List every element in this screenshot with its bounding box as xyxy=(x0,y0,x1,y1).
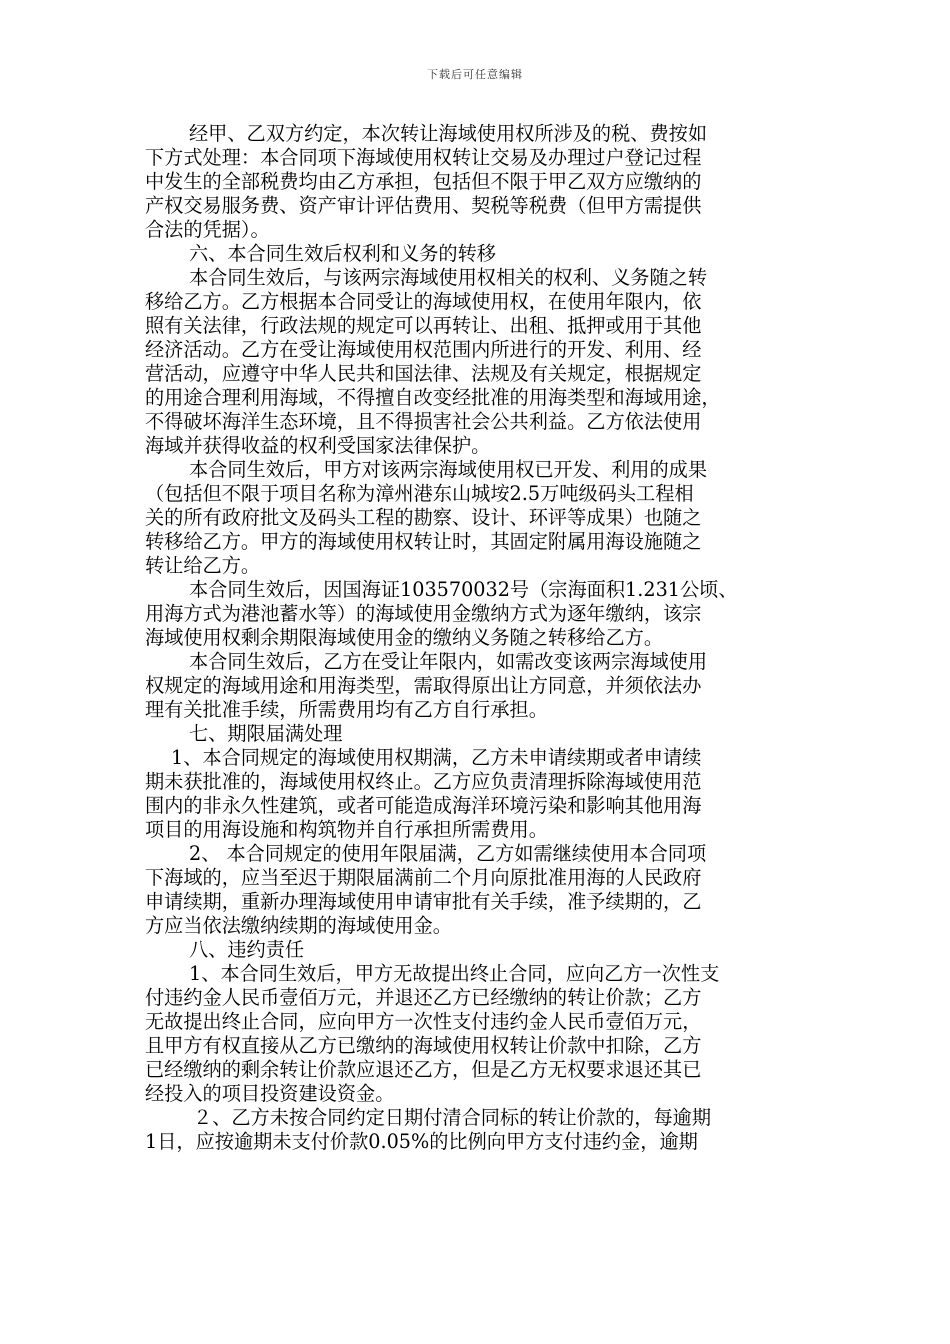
text-line: 项目的用海设施和构筑物并自行承担所需费用。 xyxy=(145,818,548,841)
text-line: 产权交易服务费、资产审计评估费用、契税等税费（但甲方需提供 xyxy=(145,194,702,217)
text-line: 1日，应按逾期未支付价款0.05%的比例向甲方支付违约金，逾期 xyxy=(145,1130,698,1153)
text-line: 下海域的，应当至迟于期限届满前二个月向原批准用海的人民政府 xyxy=(145,866,702,889)
text-line: 转移给乙方。甲方的海域使用权转让时，其固定附属用海设施随之 xyxy=(145,530,702,553)
text-line: 围内的非永久性建筑，或者可能造成海洋环境污染和影响其他用海 xyxy=(145,794,702,817)
text-line: 期未获批准的，海域使用权终止。乙方应负责清理拆除海域使用范 xyxy=(145,770,702,793)
text-line: 海域并获得收益的权利受国家法律保护。 xyxy=(145,434,491,457)
text-line: 营活动，应遵守中华人民共和国法律、法规及有关规定，根据规定 xyxy=(145,362,702,385)
text-line: 转让给乙方。 xyxy=(145,554,261,577)
text-line: 方应当依法缴纳续期的海域使用金。 xyxy=(145,914,452,937)
text-line: 移给乙方。乙方根据本合同受让的海域使用权，在使用年限内，依 xyxy=(145,290,702,313)
text-line: 权规定的海域用途和用海类型，需取得原出让方同意，并须依法办 xyxy=(145,674,702,697)
text-line: 用海方式为港池蓄水等）的海域使用金缴纳方式为逐年缴纳，该宗 xyxy=(145,602,702,625)
text-line: 1、本合同生效后，甲方无故提出终止合同，应向乙方一次性支 xyxy=(189,962,720,985)
text-line: 本合同生效后，甲方对该两宗海域使用权已开发、利用的成果 xyxy=(189,458,708,481)
text-line: 本合同生效后，与该两宗海域使用权相关的权利、义务随之转 xyxy=(189,266,708,289)
text-line: 经济活动。乙方在受让海域使用权范围内所进行的开发、利用、经 xyxy=(145,338,702,361)
text-line: 关的所有政府批文及码头工程的勘察、设计、环评等成果）也随之 xyxy=(145,506,702,529)
text-line: （包括但不限于项目名称为漳州港东山城垵2.5万吨级码头工程相 xyxy=(145,482,694,505)
section-heading: 六、本合同生效后权利和义务的转移 xyxy=(189,242,496,265)
text-line: 经甲、乙双方约定，本次转让海域使用权所涉及的税、费按如 xyxy=(189,122,708,145)
text-line: 已经缴纳的剩余转让价款应退还乙方，但是乙方无权要求退还其已 xyxy=(145,1058,702,1081)
text-line: 经投入的项目投资建设资金。 xyxy=(145,1082,395,1105)
text-line: 本合同生效后，乙方在受让年限内，如需改变该两宗海域使用 xyxy=(189,650,708,673)
text-line: 下方式处理：本合同项下海域使用权转让交易及办理过户登记过程 xyxy=(145,146,702,169)
text-line: 申请续期，重新办理海域使用申请审批有关手续，准予续期的，乙 xyxy=(145,890,702,913)
document-body xyxy=(145,122,810,1154)
text-line: 本合同生效后，因国海证103570032号（宗海面积1.231公顷、 xyxy=(189,578,738,601)
text-line: 2、 本合同规定的使用年限届满，乙方如需继续使用本合同项 xyxy=(189,842,707,865)
page-header: 下载后可任意编辑 xyxy=(427,68,523,81)
text-line: 海域使用权剩余期限海域使用金的缴纳义务随之转移给乙方。 xyxy=(145,626,664,649)
text-line: 不得破坏海洋生态环境，且不得损害社会公共利益。乙方依法使用 xyxy=(145,410,702,433)
section-heading: 七、期限届满处理 xyxy=(189,722,343,745)
text-line: 且甲方有权直接从乙方已缴纳的海域使用权转让价款中扣除，乙方 xyxy=(145,1034,702,1057)
section-heading: 八、违约责任 xyxy=(189,938,305,961)
text-line: 照有关法律，行政法规的规定可以再转让、出租、抵押或用于其他 xyxy=(145,314,702,337)
text-line: 中发生的全部税费均由乙方承担，包括但不限于甲乙双方应缴纳的 xyxy=(145,170,702,193)
text-line: 1、本合同规定的海域使用权期满，乙方未申请续期或者申请续 xyxy=(171,746,702,769)
text-line: 无故提出终止合同，应向甲方一次性支付违约金人民币壹佰万元， xyxy=(145,1010,702,1033)
text-line: 的用途合理利用海域，不得擅自改变经批准的用海类型和海域用途， xyxy=(145,386,721,409)
text-line: ２、乙方未按合同约定日期付清合同标的转让价款的，每逾期 xyxy=(193,1106,712,1129)
text-line: 合法的凭据）。 xyxy=(145,218,270,241)
text-line: 理有关批准手续，所需费用均有乙方自行承担。 xyxy=(145,698,548,721)
text-line: 付违约金人民币壹佰万元，并退还乙方已经缴纳的转让价款；乙方 xyxy=(145,986,702,1009)
